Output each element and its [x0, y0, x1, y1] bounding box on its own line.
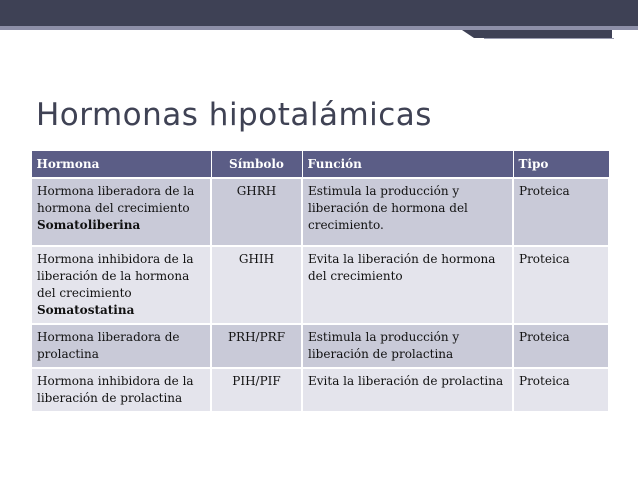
cell-funcion: Estimula la producción y liberación de hormona del crecimiento.: [302, 178, 513, 246]
cell-simbolo: PRH/PRF: [211, 324, 302, 368]
cell-hormona: Hormona liberadora de prolactina: [31, 324, 211, 368]
banner-notch: [462, 30, 612, 38]
header-funcion: Función: [302, 151, 513, 179]
slide-title: Hormonas hipotalámicas: [36, 97, 432, 133]
header-hormona: Hormona: [31, 151, 211, 179]
cell-simbolo: PIH/PIF: [211, 368, 302, 412]
cell-tipo: Proteica: [513, 246, 609, 324]
top-banner: [0, 0, 638, 30]
cell-funcion: Evita la liberación de prolactina: [302, 368, 513, 412]
cell-tipo: Proteica: [513, 368, 609, 412]
header-simbolo: Símbolo: [211, 151, 302, 179]
header-tipo: Tipo: [513, 151, 609, 179]
top-banner-accent: [0, 26, 638, 30]
hormona-text: Hormona inhibidora de la liberación de la hormona del crecimiento: [37, 252, 194, 300]
banner-divider: [484, 38, 614, 39]
cell-simbolo: GHRH: [211, 178, 302, 246]
table-header-row: [31, 151, 609, 179]
table-row: [31, 324, 609, 368]
table-row: [31, 178, 609, 246]
cell-funcion: Evita la liberación de hormona del crecimiento: [302, 246, 513, 324]
cell-hormona: [31, 178, 211, 246]
table-row: [31, 368, 609, 412]
hormona-name: Somatoliberina: [37, 218, 141, 232]
hormona-text: Hormona liberadora de la hormona del crecimiento: [37, 184, 195, 215]
cell-hormona: Hormona inhibidora de la liberación de prolactina: [31, 368, 211, 412]
hormona-name: Somatostatina: [37, 303, 135, 317]
hormones-table: [30, 150, 610, 413]
cell-tipo: Proteica: [513, 178, 609, 246]
cell-hormona: [31, 246, 211, 324]
table-row: [31, 246, 609, 324]
cell-simbolo: GHIH: [211, 246, 302, 324]
cell-tipo: Proteica: [513, 324, 609, 368]
cell-funcion: Estimula la producción y liberación de prolactina: [302, 324, 513, 368]
